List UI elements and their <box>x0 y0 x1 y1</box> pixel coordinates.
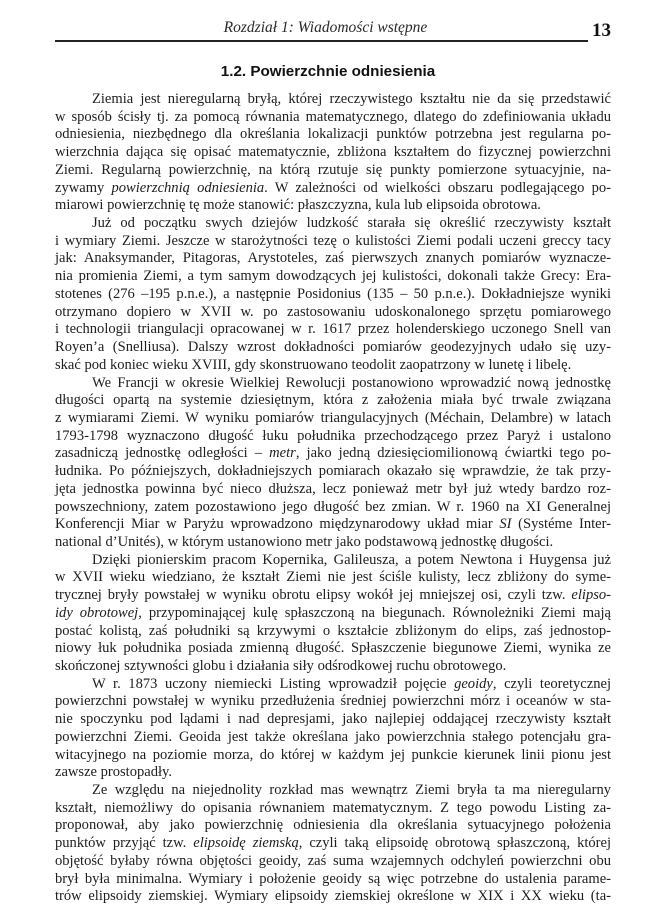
paragraph <box>55 782 611 906</box>
text-line: W r. 1873 uczony niemiecki Listing wprowadził pojęcie geoidy, czyli teoretycznej <box>92 675 611 692</box>
text-line: Ziemia jest nieregularną bryłą, której rzeczywistego kształtu nie da się przedstawić <box>92 91 611 107</box>
text-line: z wymiarami Ziemi. W wyniku pomiarów triangulacyjnych (Méchain, Delambre) w latach <box>55 409 611 426</box>
emphasized-term: SI <box>499 516 512 533</box>
emphasized-term: geoidy <box>454 675 493 692</box>
text-line: objętość byłaby równa objętości geoidy, zaś suma wzajemnych odchyleń powierzchni obu <box>55 852 611 869</box>
text-line: nia promienia Ziemi, a tym samym dowodzących jej kulistości, dokonali także Grecy: Era- <box>55 268 611 285</box>
text-line: We Francji w okresie Wielkiej Rewolucji postanowiono wprowadzić nową jednostkę <box>92 374 611 391</box>
text-line: trów elipsoidy ziemskiej. Wymiary elipsoidy ziemskiej określone w XIX i XX wieku (ta- <box>55 888 611 905</box>
text-line: Royen’a (Snelliusa). Dalszy wzrost dokładności pomiarów geodezyjnych udało się uzy- <box>55 339 611 356</box>
text-line: postać kolistą, zaś południki są krzywymi o kształcie zbliżonym do elips, zaś jednostop- <box>55 622 611 639</box>
text-line: jęta jednostka powinna być nieco dłuższa, lecz ponieważ metr był już wtedy bardzo roz- <box>55 480 611 497</box>
text-line: i technologii triangulacji opracowanej w r. 1617 przez holenderskiego uczonego Snell van <box>55 321 611 338</box>
text-line: miarowi powierzchnię tę może stanowić: płaszczyzna, kula lub elipsoida obrotowa. <box>55 197 541 214</box>
text-line: nie spoczynku pod lądami i nad depresjami, jako najlepiej oddającej rzeczywisty kształt <box>55 711 611 728</box>
emphasized-term: elipsoidę ziemską <box>193 835 299 852</box>
section-title: 1.2. Powierzchnie odniesienia <box>220 63 436 80</box>
text-line: powierzchni Ziemi. Geoida jest także określana jako powierzchnia stałego potencjału gra- <box>55 728 611 745</box>
text-line: skończonej sztywności globu i działania siły odśrodkowej ruchu obrotowego. <box>55 658 507 674</box>
text-line: długości opartą na systemie dziesiętnym, która z założenia miała być trwale związana <box>55 392 611 409</box>
text-line: wierzchnia dająca się opisać matematycznie, zbliżona kształtem do fizycznej powierzchni <box>55 144 611 161</box>
text-line: Już od początku swych dziejów ludzkość starała się określić rzeczywisty kształt <box>92 215 611 232</box>
running-header <box>55 18 588 42</box>
paragraph <box>55 552 611 676</box>
text-line: stotenes (276 –195 p.n.e.), a następnie Posidonius (135 – 50 p.n.e.). Dokładniejsze wyniki <box>55 285 611 302</box>
text-line: Dzięki pionierskim pracom Kopernika, Galileusza, a potem Newtona i Huygensa już <box>92 551 611 568</box>
text-line: proponował, aby jako powierzchnię odniesienia dla określania sytuacyjnego położenia <box>55 817 611 834</box>
text-line: brył była minimalna. Wymiary i położenie geoidy są więc potrzebne do ustalenia parame- <box>55 870 611 887</box>
text-line: niowy łuk południka posiada zmienną długość. Spłaszczenie biegunowe Ziemi, wynika ze <box>55 640 611 657</box>
text-line: 1793-1798 wyznaczono długość łuku południka przechodzącego przez Paryż i ustalono <box>55 427 611 444</box>
paragraph <box>55 375 611 552</box>
page-number: 13 <box>592 20 611 41</box>
text-line: idy obrotowej, przypominającej kulę spłaszczoną na biegunach. Równoleżniki Ziemi mają <box>55 604 611 621</box>
text-line: witacyjnego na poziomie morza, do której w każdym jej punkcie kierunek linii pionu jest <box>55 746 611 763</box>
text-line: i wymiary Ziemi. Jeszcze w starożytności tezę o kulistości Ziemi podali uczeni greccy tacy <box>55 232 611 249</box>
running-header-title: Rozdział 1: Wiadomości wstępne <box>223 19 428 36</box>
text-line: national d’Unités), w którym ustanowiono metr jako podstawową jednostkę długości. <box>55 533 554 550</box>
paragraph <box>55 91 611 215</box>
text-line: powierzchni powstałej w wyniku przedłużenia średniej powierzchni mórz i oceanów w sta- <box>55 693 611 710</box>
text-line: w XVII wieku wiedziano, że kształt Ziemi nie jest ściśle kulisty, lecz zbliżony do syme- <box>55 569 611 586</box>
text-line: Konferencji Miar w Paryżu wprowadzono międzynarodowy układ miar SI (Systéme Inter- <box>55 516 611 533</box>
text-line: w sposób ścisły tj. za pomocą równania matematycznego, dlatego do zdefiniowania układu <box>55 108 611 125</box>
emphasized-term: elipso- <box>571 587 611 604</box>
paragraph <box>55 215 611 374</box>
text-line: Ziemi. Regularną powierzchnię, na którą rzutuje się punkty pomierzone sytuacyjnie, na- <box>55 161 611 178</box>
text-line: skać pod koniec wieku XVIII, gdy skonstruowano teodolit zaopatrzony w lunetę i libelę. <box>55 356 572 373</box>
text-line: odniesienia, niezbędnego dla określania lokalizacji punktów potrzebna jest regularna po- <box>55 126 611 143</box>
text-line: jak: Anaksymander, Pitagoras, Arystoteles, zaś pierwszych znanych pomiarów wyznacze- <box>55 250 611 267</box>
emphasized-term: metr <box>269 445 296 462</box>
text-line: Ze względu na niejednolity rozkład mas wewnątrz Ziemi bryła ta ma nieregularny <box>92 782 611 799</box>
text-line: łudnika. Po późniejszych, dokładniejszych pomiarach okazało się wprawdzie, że tak przy- <box>55 463 611 480</box>
emphasized-term: powierzchnią odniesienia <box>111 179 265 196</box>
emphasized-term: idy obrotowej <box>55 604 139 621</box>
text-line: trycznej bryły powstałej w wyniku obrotu elipsy wokół jej mniejszej osi, czyli tzw. elipso- <box>55 587 611 604</box>
text-line: powszechniony, zatem pozostawiono jego długość bez zmian. W r. 1960 na XI Generalnej <box>55 498 611 515</box>
body-text <box>55 91 611 906</box>
text-line: otrzymano dopiero w XVII w. po zastosowaniu udoskonalonego sprzętu pomiarowego <box>55 303 611 320</box>
text-line: punktów przyjąć tzw. elipsoidę ziemską, czyli taką elipsoidę obrotową spłaszczoną, której <box>55 835 612 852</box>
text-line: kształt, niemożliwy do opisania równaniem matematycznym. Z tego powodu Listing za- <box>55 799 611 816</box>
text-line: zawsze prostopadły. <box>55 764 173 781</box>
paragraph <box>55 676 611 782</box>
text-line: zasadniczą jednostkę odległości – metr, jako jedną dziesięciomilionową ćwiartki tego po- <box>55 445 612 462</box>
text-line: zywamy powierzchnią odniesienia. W zależności od wielkości obszaru podlegającego po- <box>55 179 612 196</box>
